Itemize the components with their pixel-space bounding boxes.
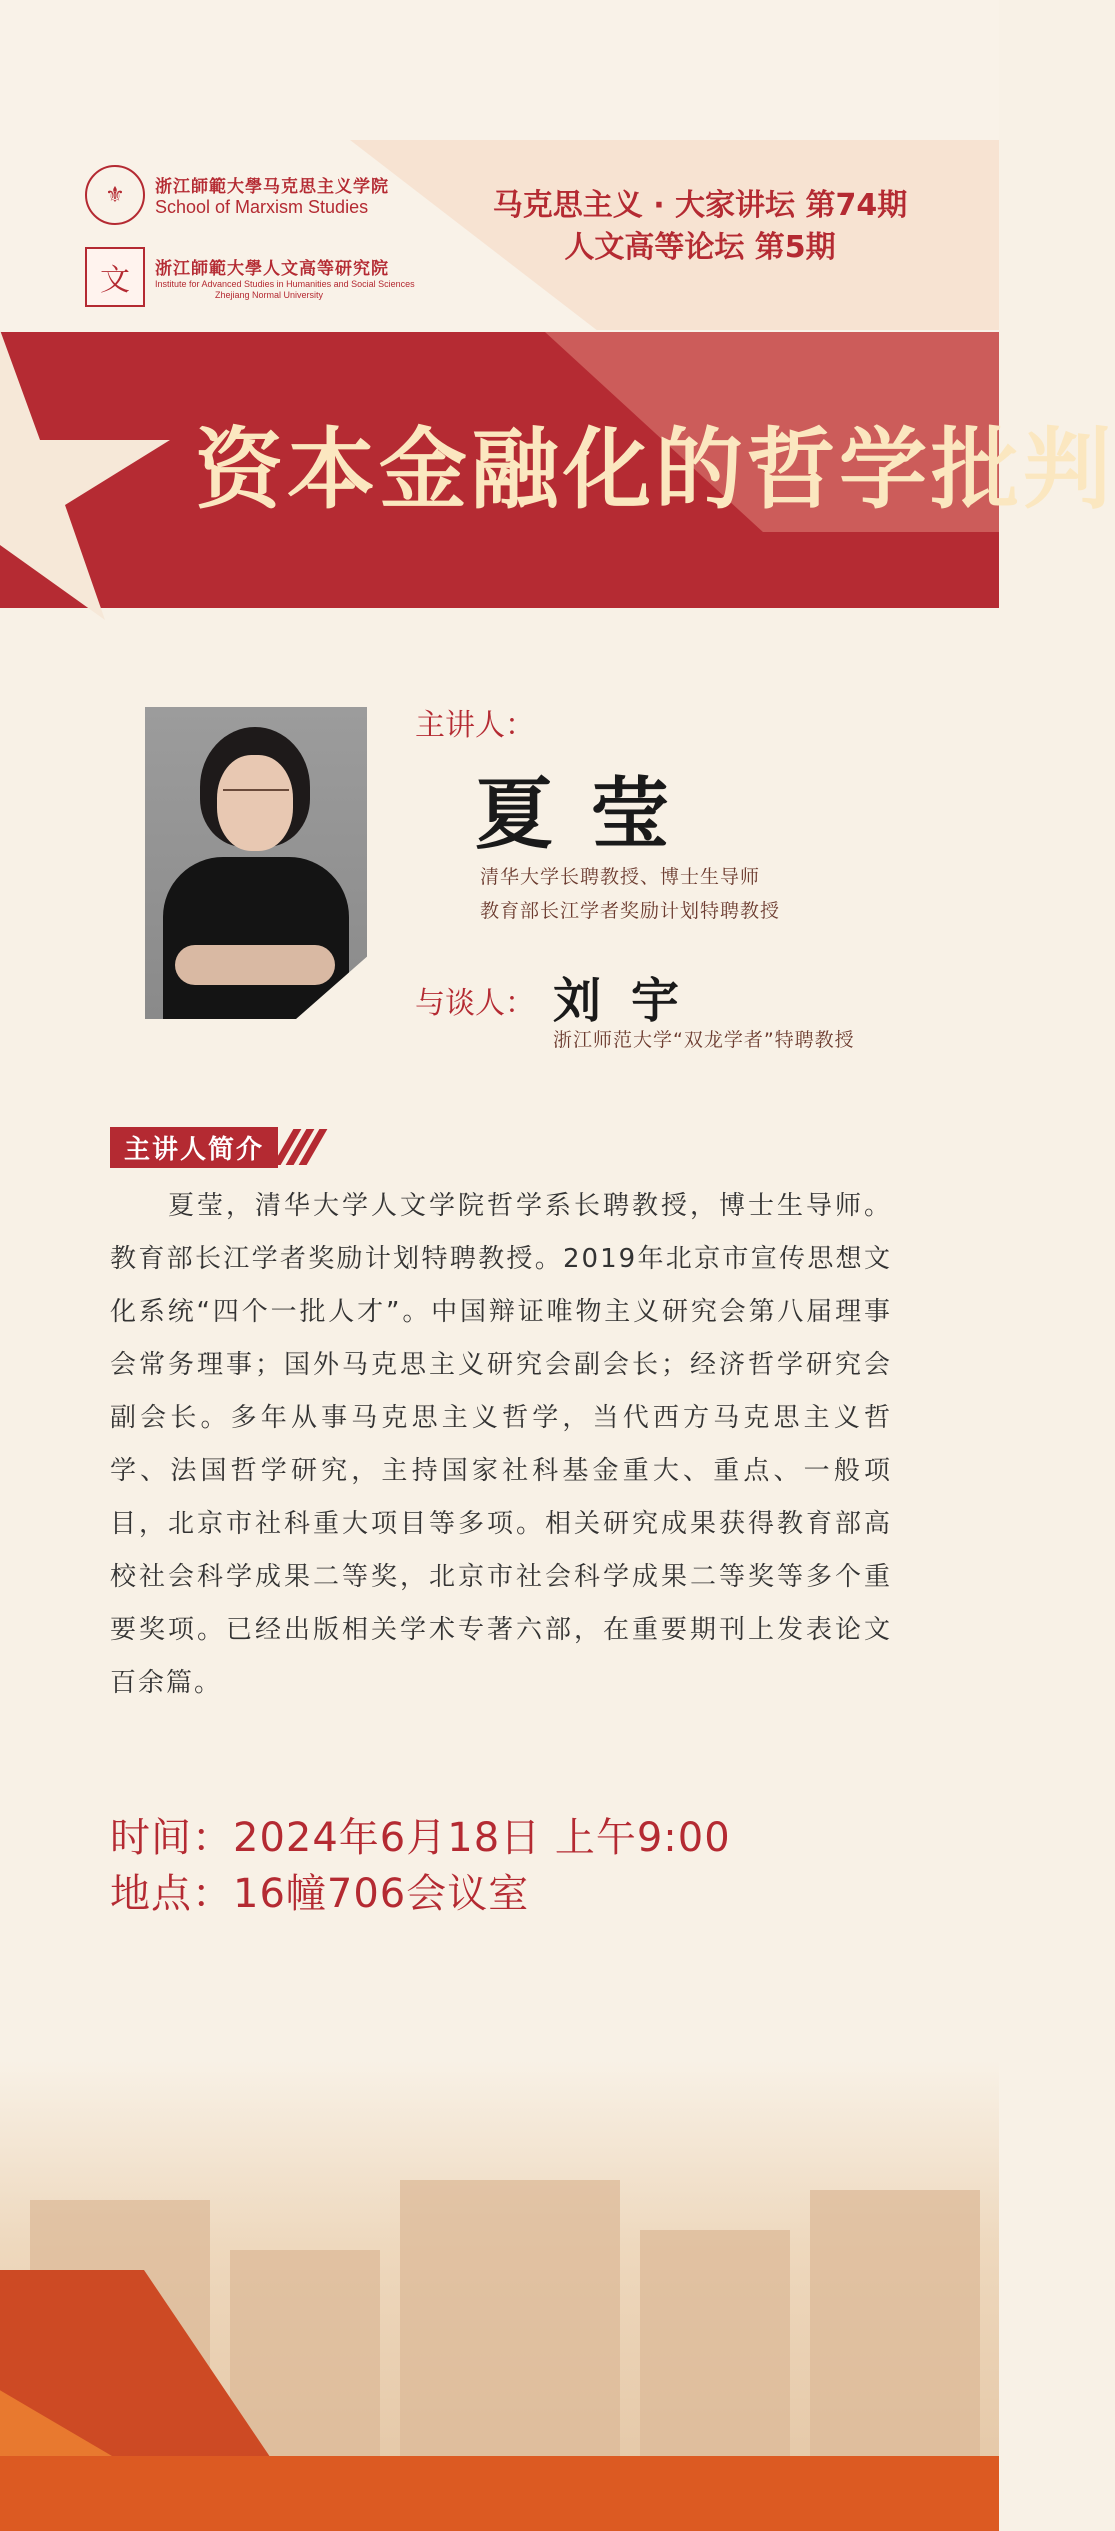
intro-heading-label: 主讲人简介 [110, 1127, 278, 1168]
speaker-title-1: 清华大学长聘教授、博士生导师 [480, 866, 761, 888]
institute-university-en: Zhejiang Normal University [215, 289, 324, 300]
lecture-title: 资本金融化的哲学批判 [195, 417, 1115, 521]
school-logo [85, 165, 415, 225]
school-name-en: School of Marxism Studies [155, 197, 369, 217]
event-time: 时间：2024年6月18日 上午9:00 [110, 1815, 731, 1861]
speaker-photo [145, 707, 367, 1019]
speaker-title-2: 教育部长江学者奖励计划特聘教授 [480, 900, 781, 922]
discussant-name: 刘宇 [553, 973, 710, 1029]
logo-group [85, 165, 415, 329]
footer-band [0, 2456, 999, 2531]
discussant-title: 浙江师范大学“双龙学者”特聘教授 [553, 1029, 855, 1051]
institute-logo [85, 247, 415, 307]
institute-name-en: Institute for Advanced Studies in Humanities and Social Sciences [155, 278, 415, 289]
speaker-label: 主讲人： [415, 708, 535, 743]
series-line-1: 马克思主义 · 大家讲坛 第74期 [492, 188, 908, 223]
star-icon [0, 330, 210, 620]
speaker-bio: 夏莹，清华大学人文学院哲学系长聘教授，博士生导师。教育部长江学者奖励计划特聘教授。2019年北京市宣传思想文化系统“四个一批人才”。中国辩证唯物主义研究会第八届理事会常务理事；国外马克思主义研究会副会长；经济哲学研究会副会长。多年从事马克思主义哲学，当代西方马克思主义哲学、法国哲学研究，主持国家社科基金重大、重点、一般项目，北京市社科重大项目等多项。相关研究成果获得教育部高校社会科学成果二等奖，北京市社会科学成果二等奖等多个重要奖项。已经出版相关学术专著六部，在重要期刊上发表论文百余篇。 [110, 1191, 892, 1698]
lecture-series [440, 185, 960, 269]
speaker-name: 夏莹 [475, 769, 708, 860]
event-place: 地点：16幢706会议室 [110, 1871, 530, 1917]
institute-emblem-icon: 文 [85, 247, 145, 307]
school-name-cn: 浙江師範大學马克思主义学院 [155, 177, 389, 197]
series-line-2: 人文高等论坛 第5期 [564, 230, 836, 265]
institute-name-cn: 浙江師範大學人文高等研究院 [155, 258, 389, 279]
intro-heading [110, 1128, 317, 1166]
discussant-label: 与谈人： [415, 986, 535, 1021]
university-seal-icon: ⚜ [85, 165, 145, 225]
